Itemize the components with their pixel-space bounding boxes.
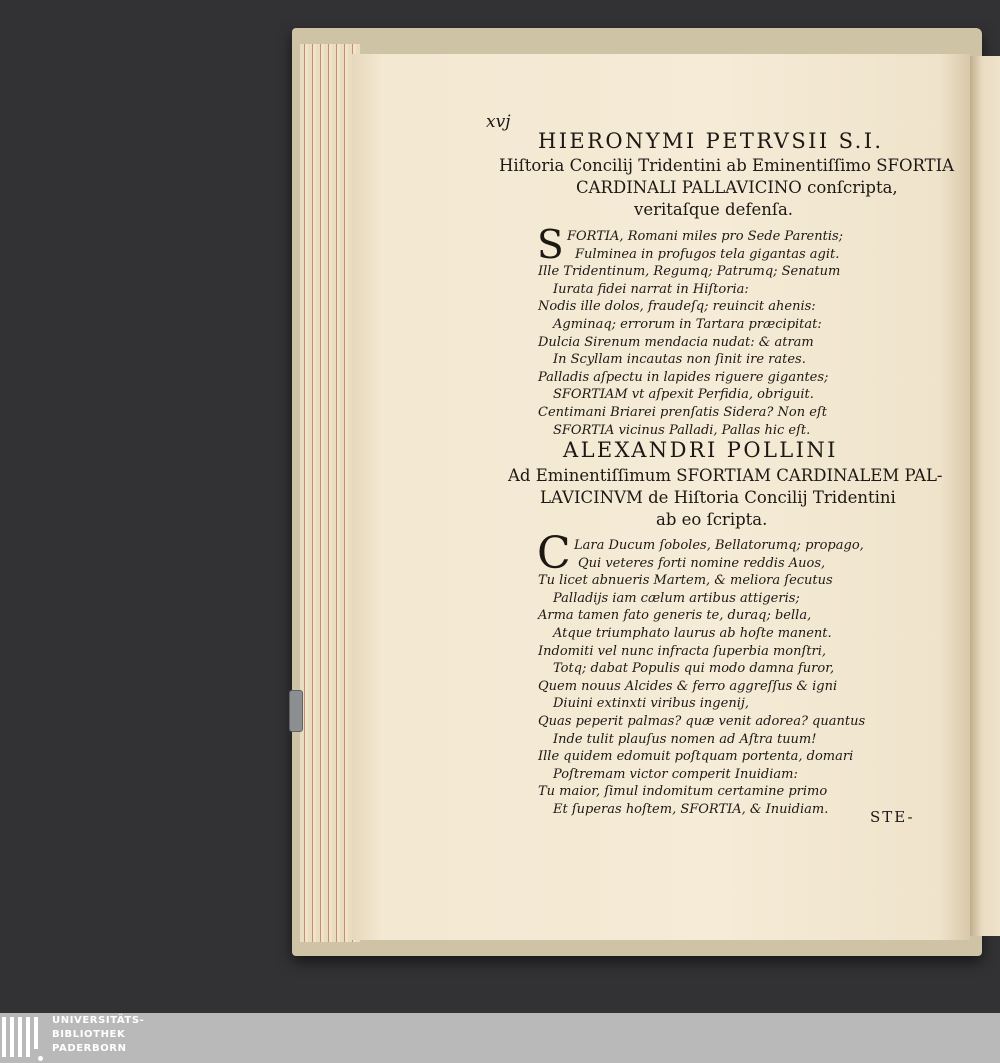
poem-2-line: Qui veteres forti nomine reddis Auos,	[578, 555, 826, 571]
poem-2-line: Totq; dabat Populis qui modo damna furor,	[553, 661, 835, 677]
poem-1-line: Dulcia Sirenum mendacia nudat: & atram	[538, 334, 814, 350]
poem-1-line: In Scyllam incautas non ſinit ire rates.	[553, 352, 806, 368]
poem-1-line: Nodis ille dolos, fraudeſq; reuincit ahenis:	[538, 299, 816, 315]
poem-2-line: Arma tamen fato generis te, duraq; bella,	[538, 608, 812, 624]
poem-2-line: Ille quidem edomuit poſtquam portenta, domari	[538, 749, 854, 765]
library-logo-icon	[2, 1017, 42, 1061]
poem-2-line: Atque triumphato laurus ab hoſte manent.	[553, 626, 832, 641]
poem-2-line: Et ſuperas hoſtem, SFORTIA, & Inuidiam.	[553, 802, 829, 817]
poem-2-line: Quas peperit palmas? quæ venit adorea? quantus	[538, 714, 866, 729]
poem-1-line: Fulminea in profugos tela gigantas agit.	[575, 246, 840, 262]
poem-2-line: Indomiti vel nunc infracta ſuperbia monſtri,	[538, 643, 827, 659]
poem-1-line: Centimani Briarei prenſatis Sidera? Non eſt	[538, 405, 827, 420]
poem-2-line: Diuini extinxti viribus ingenij,	[553, 696, 750, 712]
poem-1-line: Ille Tridentinum, Regumq; Patrumq; Senatum	[538, 264, 841, 280]
title-2-line: Ad Eminentiſſimum SFORTIAM CARDINALEM PAL-	[508, 466, 943, 485]
facing-page-edge	[970, 56, 1000, 936]
poem-1-line: FORTIA, Romani miles pro Sede Parentis;	[567, 229, 844, 244]
poem-2-line: Tu licet abnueris Martem, & meliora ſecutus	[538, 573, 833, 589]
poem-1-line: SFORTIA vicinus Palladi, Pallas hic eſt.	[553, 422, 811, 438]
poem-2-line: Palladijs iam cælum artibus attigeris;	[553, 590, 800, 606]
poem-2-line: Tu maior, ſimul indomitum certamine primo	[538, 784, 828, 800]
book-clasp	[289, 690, 303, 732]
drop-cap-2: C	[537, 528, 571, 579]
poem-1-line: Agminaq; errorum in Tartara præcipitat:	[553, 317, 822, 332]
poem-1-line: SFORTIAM vt aſpexit Perfidia, obriguit.	[553, 387, 814, 403]
poem-2-line: Inde tulit plauſus nomen ad Aſtra tuum!	[553, 731, 817, 747]
folio: xvj	[486, 112, 511, 132]
library-name-line-1: UNIVERSITÄTS-	[52, 1015, 145, 1026]
heading-1: HIERONYMI PETRVSII S.I.	[538, 129, 884, 153]
poem-1-line: Iurata fidei narrat in Hiſtoria:	[553, 281, 749, 297]
poem-2-line: Quem nouus Alcides & ferro aggreſſus & igni	[538, 678, 838, 694]
title-1-line: CARDINALI PALLAVICINO conſcripta,	[576, 178, 898, 197]
heading-2: ALEXANDRI POLLINI	[563, 438, 838, 462]
drop-cap-1: S	[537, 223, 564, 268]
title-2-line: LAVICINVM de Hiſtoria Concilij Tridentini	[540, 488, 896, 507]
page-edges	[300, 44, 360, 942]
title-1-line: Hiſtoria Concilij Tridentini ab Eminentiſſimo SFORTIA	[499, 156, 955, 175]
poem-2-line: Lara Ducum ſoboles, Bellatorumq; propago,	[574, 538, 864, 553]
title-1-line: veritaſque defenſa.	[634, 200, 794, 219]
poem-2-line: Poſtremam victor comperit Inuidiam:	[553, 766, 798, 782]
poem-1-line: Palladis aſpectu in lapides riguere gigantes;	[538, 369, 829, 385]
catchword: STE-	[870, 808, 915, 826]
library-footer	[0, 1013, 1000, 1063]
title-2-line: ab eo ſcripta.	[656, 510, 768, 529]
logo-dot-icon	[38, 1056, 43, 1061]
library-name-line-2: BIBLIOTHEK	[52, 1029, 126, 1040]
library-name-line-3: PADERBORN	[52, 1043, 127, 1054]
